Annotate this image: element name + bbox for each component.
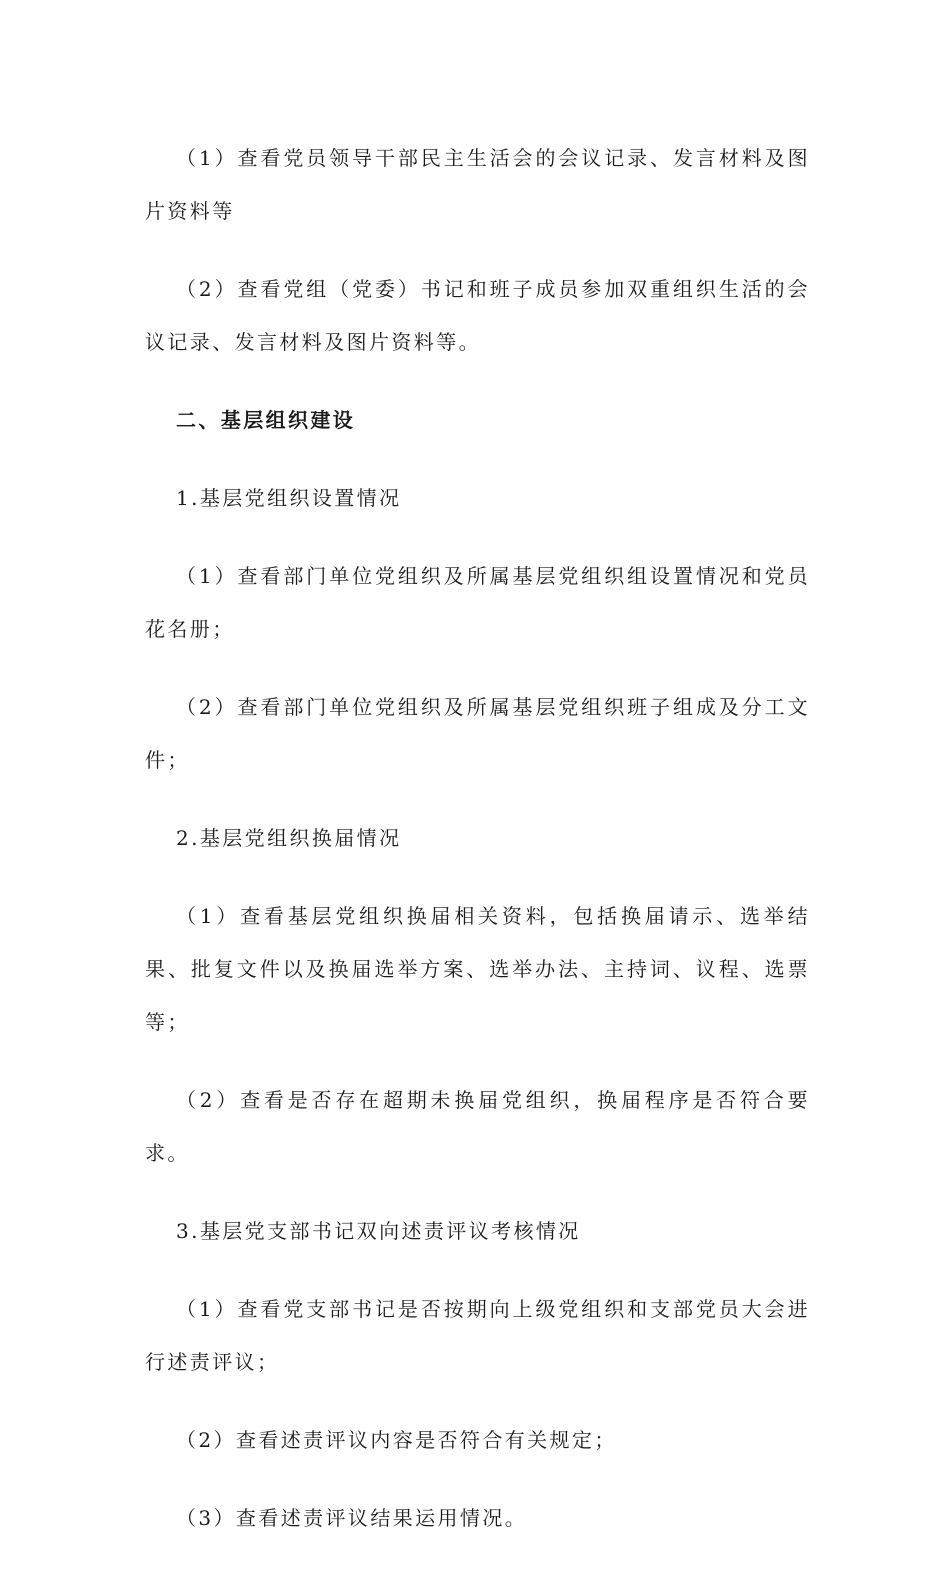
paragraph-item-3: （1）查看部门单位党组织及所属基层党组织组设置情况和党员花名册；	[145, 564, 810, 641]
paragraph-item-8: （2）查看述责评议内容是否符合有关规定；	[176, 1428, 617, 1452]
paragraph-item-6: （2）查看是否存在超期未换届党组织，换届程序是否符合要求。	[145, 1088, 810, 1165]
paragraph-item-9: （3）查看述责评议结果运用情况。	[176, 1506, 528, 1530]
paragraph-item-4: （2）查看部门单位党组织及所属基层党组织班子组成及分工文件；	[145, 695, 810, 772]
section-heading-basic-organization: 二、基层组织建设	[176, 408, 356, 432]
subsection-title-2: 2.基层党组织换届情况	[176, 826, 402, 850]
document-body	[145, 132, 810, 1570]
paragraph-item-5: （1）查看基层党组织换届相关资料，包括换届请示、选举结果、批复文件以及换届选举方案、选举办法、主持词、议程、选票等；	[145, 904, 810, 1034]
paragraph-item-1: （1）查看党员领导干部民主生活会的会议记录、发言材料及图片资料等	[145, 146, 810, 223]
paragraph-item-7: （1）查看党支部书记是否按期向上级党组织和支部党员大会进行述责评议；	[145, 1297, 810, 1374]
subsection-title-1: 1.基层党组织设置情况	[176, 486, 402, 510]
paragraph-item-2: （2）查看党组（党委）书记和班子成员参加双重组织生活的会议记录、发言材料及图片资料等。	[145, 277, 810, 354]
subsection-title-3: 3.基层党支部书记双向述责评议考核情况	[176, 1219, 581, 1243]
